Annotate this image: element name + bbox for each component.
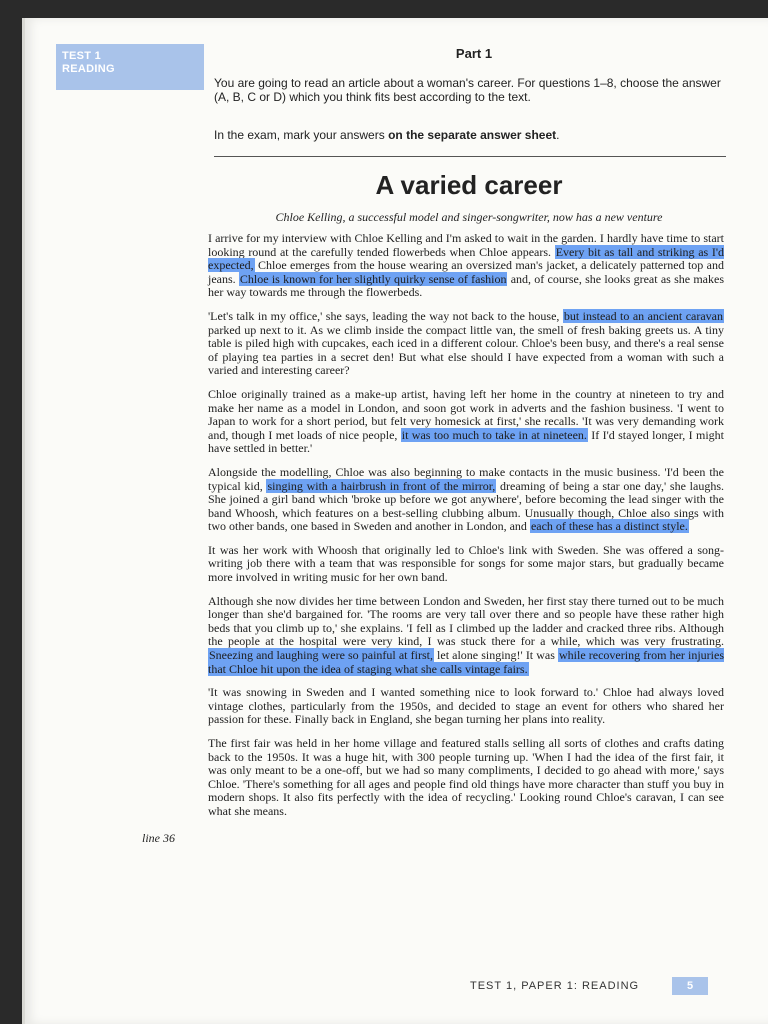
p2-highlight-1: but instead to an ancient caravan bbox=[563, 308, 723, 323]
p1-highlight-2: Chloe is known for her slightly quirky sense of fashion bbox=[239, 271, 507, 286]
section-tag bbox=[56, 44, 204, 90]
paragraph-6 bbox=[208, 595, 724, 677]
p4-highlight-2: each of these has a distinct style. bbox=[530, 519, 688, 534]
paragraph-5: It was her work with Whoosh that originally led to Chloe's link with Sweden. She was offered a song-writing job there with a team that was responsible for songs for some major stars, but gradually became more involved in writing music for her own band. bbox=[208, 542, 724, 585]
p4-text-b: dreaming of being a star one day,' she laughs. She joined a girl band which 'broke up before we got anywhere', before becoming the lead singer with the band Whoosh, which features on a best-selling clubbing album. Unusually though, Chloe also sings with two other bands, one based in Sweden and another in London, and bbox=[208, 478, 724, 534]
p3-highlight-1: it was too much to take in at nineteen. bbox=[401, 427, 587, 442]
article-title: A varied career bbox=[375, 170, 563, 200]
divider-rule bbox=[214, 156, 726, 157]
p2-text-a: 'Let's talk in my office,' she says, leading the way not back to the house, bbox=[208, 308, 563, 323]
exam-bold: on the separate answer sheet bbox=[388, 128, 557, 142]
paragraph-7: 'It was snowing in Sweden and I wanted something nice to look forward to.' Chloe had always loved vintage clothes, particularly from the 1950s, and decided to stage an event for others who shared her passion for these. Finally back in England, she began turning her plans into reality. bbox=[208, 685, 724, 727]
p1-text-a: I arrive for my interview with Chloe Kelling and I'm asked to wait in the garden. I hardly have time to start looking round at the carefully tended flowerbeds when Chloe appears. bbox=[208, 231, 724, 259]
p3-text-a: Chloe originally trained as a make-up artist, having left her home in the country at nineteen to try and make her name as a model in London, and soon got work in adverts and the fashion business. 'I went to Japan to work for a short period, but felt very homesick at first,' she recalls. 'It was very demanding work and, though I met loads of nice people, bbox=[208, 386, 724, 442]
p6-highlight-1: Sneezing and laughing were so painful at first, bbox=[209, 648, 433, 663]
article-body bbox=[208, 232, 724, 829]
p4-highlight-1: singing with a hairbrush in front of the mirror, bbox=[267, 478, 496, 493]
p6-highlight-2: while recovering from her injuries that Chloe hit upon the idea of staging what she calls vintage fairs. bbox=[208, 648, 725, 676]
exam-suffix: . bbox=[556, 128, 560, 142]
exam-prefix: In the exam, mark your answers bbox=[214, 128, 389, 142]
paragraph-4 bbox=[208, 466, 724, 534]
p1-highlight-1: Every bit as tall and striking as I'd expected, bbox=[208, 244, 724, 273]
footer-label: TEST 1, PAPER 1: READING bbox=[470, 980, 640, 992]
p3-text-b: If I'd stayed longer, I might have settled in better.' bbox=[208, 427, 724, 456]
p6-text-a: Although she now divides her time between London and Sweden, her first stay there turned out to be much longer than she'd bargained for. 'The rooms are very tall over there and so people have these rather high beds that you climb up to,' she explains. 'I fell as I climbed up the ladder and cracked three ribs. Although the people at the hospital were very kind, I was stuck there for a while, which was very frustrating. bbox=[208, 593, 724, 649]
section-tag-test: TEST 1 bbox=[62, 50, 102, 62]
p1-text-b: Chloe emerges from the house wearing an oversized man's jacket, a delicately patterned top and jeans. bbox=[208, 258, 724, 286]
part-heading: Part 1 bbox=[455, 46, 493, 61]
article-subtitle: Chloe Kelling, a successful model and singer-songwriter, now has a new venture bbox=[275, 210, 663, 224]
p4-text-a: Alongside the modelling, Chloe was also beginning to make contacts in the music business. 'I'd been the typical kid, bbox=[208, 464, 724, 493]
p1-text-c: and, of course, she looks great as she makes her way towards me through the flowerbeds. bbox=[208, 271, 724, 300]
margin-line-note: line 36 bbox=[142, 831, 175, 845]
paragraph-8: The first fair was held in her home village and featured stalls selling all sorts of clothes and crafts dating back to the 1950s. It was a huge hit, with 300 people turning up. 'When I had the idea of the first fair, it was only meant to be a one-off, but we had so many compliments, I decided to go ahead with more,' says Chloe. 'There's something for all ages and people find old things have more character than stuff you buy in modern shops. It also fits perfectly with the idea of recycling.' Looking round Chloe's caravan, I can see what she means. bbox=[208, 736, 724, 818]
paragraph-3 bbox=[208, 388, 724, 456]
section-tag-reading: READING bbox=[62, 63, 115, 75]
instructions-intro: You are going to read an article about a woman's career. For questions 1–8, choose the answer (A, B, C or D) which you think fits best according to the text. bbox=[214, 76, 721, 104]
page-number: 5 bbox=[672, 977, 708, 995]
p2-text-b: parked up next to it. As we climb inside the compact little van, the smell of fresh baking greets us. A tiny table is piled high with cupcakes, each iced in a different colour. Chloe's been busy, and there's a real sense of playing tea parties in a secret den! But what else should I have expected from a woman with such a varied and interesting career? bbox=[208, 322, 724, 378]
paragraph-1 bbox=[208, 232, 724, 300]
p6-text-b: let alone singing!' It was bbox=[433, 648, 559, 663]
instructions-exam bbox=[214, 128, 724, 142]
paragraph-2 bbox=[208, 310, 724, 378]
